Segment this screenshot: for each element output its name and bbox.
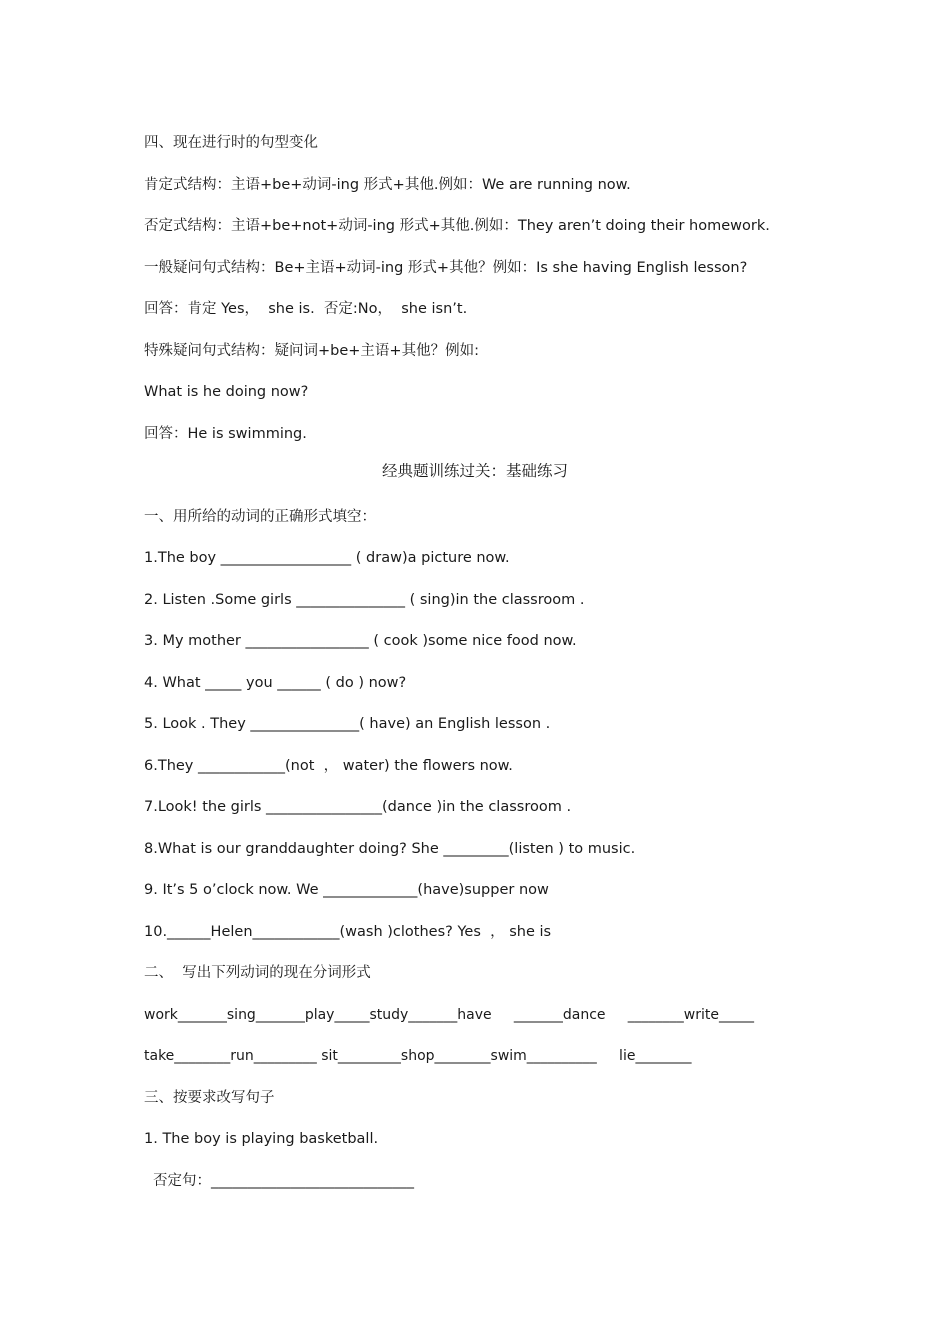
- participle-row-1: work_______sing_______play_____study_______have _______dance ________write_____: [144, 1007, 754, 1023]
- special-question-answer: 回答：He is swimming.: [144, 426, 307, 442]
- participle-row-2: take________run_________ sit_________shop________swim__________ lie________: [144, 1048, 692, 1064]
- part3-title: 三、按要求改写句子: [144, 1090, 275, 1106]
- exercise-item: 7.Look! the girls ________________(dance )in the classroom .: [144, 799, 572, 815]
- part1-title: 一、用所给的动词的正确形式填空：: [144, 509, 376, 525]
- rewrite-item-1: 1. The boy is playing basketball.: [144, 1131, 379, 1147]
- exercise-item: 5. Look . They _______________( have) an English lesson .: [144, 716, 551, 732]
- negative-structure: 否定式结构：主语+be+not+动词-ing 形式+其他.例如：They aren’t doing their homework.: [144, 218, 770, 234]
- answer-yes-no: 回答：肯定 Yes， she is. 否定:No， she isn’t.: [144, 301, 468, 317]
- special-question-structure: 特殊疑问句式结构：疑问词+be+主语+其他？例如:: [144, 343, 479, 359]
- exercise-item: 10.______Helen____________(wash )clothes? Yes ， she is: [144, 924, 552, 940]
- exercise-item: 1.The boy __________________ ( draw)a picture now.: [144, 550, 510, 566]
- negative-sentence-blank: 否定句：____________________________: [153, 1173, 414, 1189]
- affirmative-structure: 肯定式结构：主语+be+动词-ing 形式+其他.例如：We are running now.: [144, 177, 631, 193]
- exercise-heading: 经典题训练过关：基础练习: [381, 462, 568, 480]
- special-question-example: What is he doing now?: [144, 384, 309, 400]
- exercise-item: 9. It’s 5 o’clock now. We _____________(have)supper now: [144, 882, 549, 898]
- exercise-item: 4. What _____ you ______ ( do ) now?: [144, 675, 407, 691]
- part2-title: 二、 写出下列动词的现在分词形式: [144, 965, 371, 981]
- general-question-structure: 一般疑问句式结构：Be+主语+动词-ing 形式+其他？例如：Is she having English lesson?: [144, 260, 748, 276]
- exercise-item: 8.What is our granddaughter doing? She _________(listen ) to music.: [144, 841, 636, 857]
- exercise-item: 2. Listen .Some girls _______________ ( sing)in the classroom .: [144, 592, 585, 608]
- section4-title: 四、现在进行时的句型变化: [144, 135, 318, 151]
- exercise-item: 3. My mother _________________ ( cook )some nice food now.: [144, 633, 577, 649]
- exercise-item: 6.They ____________(not ， water) the flowers now.: [144, 758, 513, 774]
